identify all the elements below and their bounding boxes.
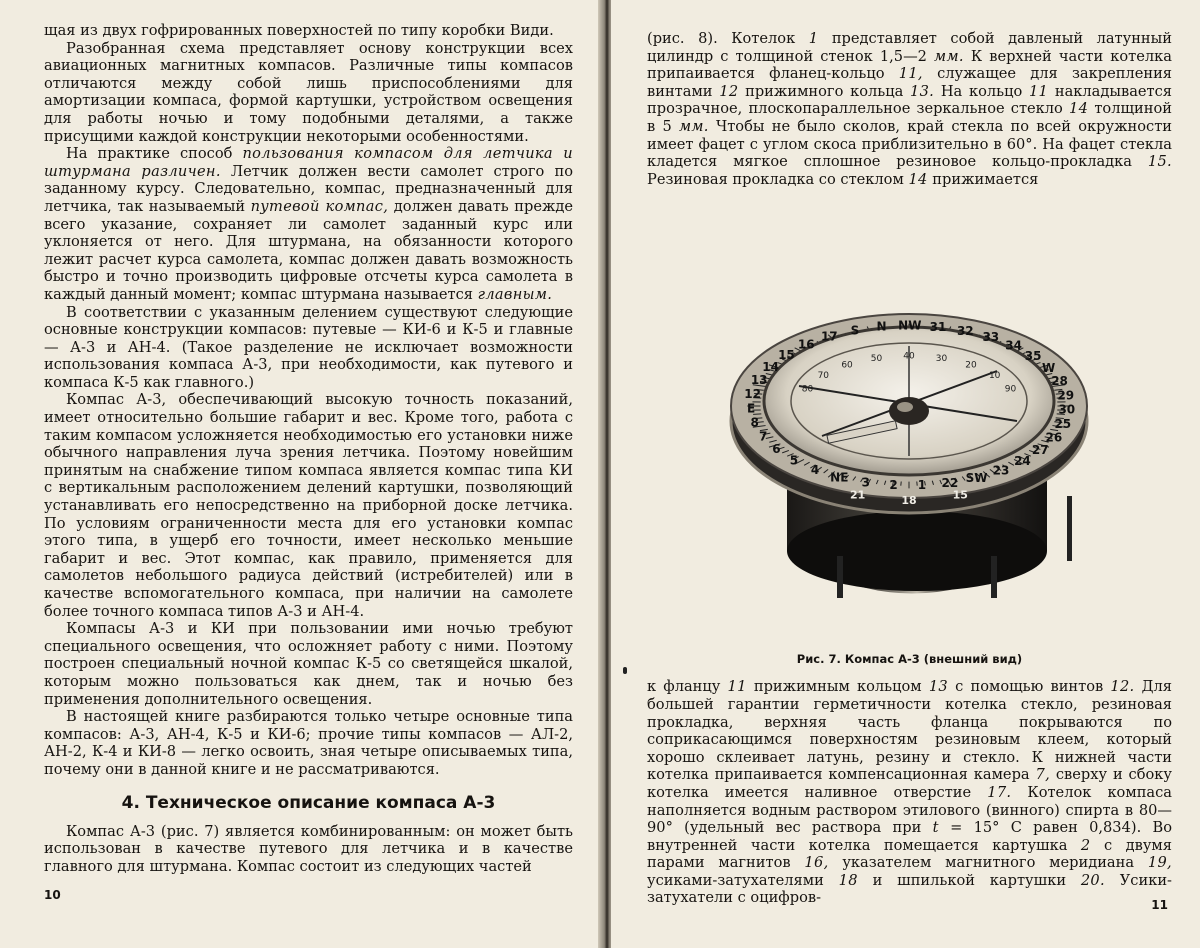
text-run: (рис. 8). Котелок bbox=[647, 30, 809, 47]
text-run: Котелок компаса наполняется водным раствором этилового (винного) спирта в 80—90° (удельный вес раствора при bbox=[647, 783, 1172, 837]
paragraph-7: В настоящей книге разбираются только четыре основные типа компасов: А-3, АН-4, К-5 и КИ-6; прочие типы компасов — АЛ-2, АН-2, К-4 и КИ-8 — легко освоить, зная четыре описываемых типа, почему они в данной книге и не рассматриваются. bbox=[44, 708, 573, 778]
text-run: к фланцу bbox=[647, 678, 728, 696]
text-run: прижимного кольца bbox=[738, 82, 910, 100]
compass-figure bbox=[647, 196, 1172, 646]
outer-scale-label: 34 bbox=[1005, 338, 1022, 353]
text-run: накладывается прозрачное, плоскопараллельное зеркальное стекло bbox=[647, 82, 1172, 118]
text-run: с помощью винтов bbox=[947, 678, 1111, 696]
text-run: представляет собой давленый латунный цилиндр с толщиной стенок 1,5—2 bbox=[647, 30, 1172, 65]
compass-leg bbox=[991, 556, 997, 598]
emphasis-usage: пользования компасом для летчика и штурмана различен. bbox=[44, 145, 573, 180]
inner-scale-label: 90 bbox=[1004, 384, 1017, 395]
outer-scale-label: 3 bbox=[861, 475, 870, 490]
text-run: Для большей гарантии герметичности котелка стекло, резиновая прокладка, верхняя часть фланца покрываются по соприкасающимся поверхностям резиновым клеем, который хорошо склеивает латунь, резину и стекло. К нижней части котелка припаивается компенсационная камера bbox=[647, 678, 1172, 784]
ref-number: 12. bbox=[1110, 678, 1135, 696]
paragraph-6: Компасы А-3 и КИ при пользовании ими ночью требуют специального освещения, что осложняет работу с ними. Поэтому построен специальный ночной компас К-5 со светящейся шкалой, которым можно пользоваться как днем, так и ночью без применения дополнительного освещения. bbox=[44, 620, 573, 708]
compass-illustration bbox=[647, 196, 1172, 646]
paragraph-3 bbox=[44, 145, 573, 303]
compass-base bbox=[787, 511, 1047, 591]
paragraph-top bbox=[647, 30, 1172, 188]
outer-scale-label: 26 bbox=[1045, 430, 1063, 445]
outer-scale-label: 30 bbox=[1058, 402, 1076, 417]
page-number-left: 10 bbox=[44, 888, 61, 902]
paragraph-1: щая из двух гофрированных поверхностей по типу коробки Види. bbox=[44, 22, 554, 39]
outer-scale-label: 32 bbox=[956, 324, 974, 339]
text-run: Резиновая прокладка со стеклом bbox=[647, 170, 909, 188]
outer-scale-label: 25 bbox=[1054, 417, 1072, 432]
text-run: толщиной в 5 bbox=[647, 100, 1172, 135]
outer-scale-label: 29 bbox=[1057, 388, 1075, 403]
text-run: Чтобы не было сколов, край стекла по всей окружности имеет фацет с углом скоса приблизительно в 60°. На фацет стекла кладется мягкое сплошное резиновое кольцо-прокладка bbox=[647, 117, 1172, 171]
ink-mark bbox=[623, 667, 627, 674]
ref-number: 2 bbox=[1080, 836, 1091, 854]
ref-number: 7, bbox=[1035, 766, 1051, 784]
ref-number: 12 bbox=[719, 82, 739, 100]
outer-scale-label: 35 bbox=[1024, 349, 1042, 364]
card-label: 15 bbox=[952, 488, 968, 502]
outer-scale-label: N bbox=[876, 320, 887, 335]
outer-scale-label: W bbox=[1041, 361, 1056, 376]
ref-number: 11 bbox=[727, 678, 747, 696]
card-label: 18 bbox=[901, 494, 917, 508]
emphasis-route-compass: путевой компас, bbox=[250, 197, 389, 215]
text-run: сверху и сбоку котелка имеется наливное отверстие bbox=[647, 766, 1172, 801]
text-run: К верхней части котелка припаивается фланец-кольцо bbox=[647, 47, 1172, 83]
outer-scale-label: E bbox=[747, 401, 756, 416]
text-run: усиками-затухателями bbox=[647, 871, 839, 889]
paragraph-4: В соответствии с указанным делением существуют следующие основные конструкции компасов: путевые — КИ-6 и К-5 и главные — А-3 и АН-4. (Такое разделение не исключает возможности использования компаса А-3, при необходимости, как путевого и компаса К-5 как главного.) bbox=[44, 303, 573, 391]
ref-number: 20. bbox=[1080, 871, 1105, 889]
text-run: = 15° С равен 0,834). Во внутренней части котелка помещается картушка bbox=[647, 819, 1172, 854]
paragraph-2: Разобранная схема представляет основу конструкции всех авиационных магнитных компасов. Различные типы компасов отличаются между собой лишь приспособлениями для амортизации компаса, формой картушки, устройством освещения для работы ночью и тому подобными деталями, а также присущими каждой конструкции некоторыми особенностями. bbox=[44, 39, 573, 145]
outer-scale-label: S bbox=[850, 323, 860, 338]
outer-scale-label: 27 bbox=[1031, 443, 1049, 458]
outer-scale-label: NE bbox=[830, 470, 849, 485]
outer-scale-label: 5 bbox=[789, 453, 799, 468]
outer-scale-label: 22 bbox=[941, 476, 959, 491]
unit: мм. bbox=[678, 117, 709, 135]
paragraph-5: Компас А-3, обеспечивающий высокую точность показаний, имеет относительно большие габарит и вес. Кроме того, работа с таким компасом усложняется необходимостью его установки ниже обычного направления луча зрения летчика. Поэтому новейшим принятым на снабжение типом компаса является компас типа КИ с вертикальным расположением делений картушки, позволяющий устанавливать его непосредственно на приборной доске летчика. По условиям ограниченности места для его установки компас этого типа, в ущерб его точности, имеет несколько меньшие габарит и вес. Этот компас, как правило, применяется для самолетов небольшого радиуса действий (истребителей) или в качестве вспомогательного компаса, при наличии на самолете более точного компаса типов А-3 и АН-4. bbox=[44, 391, 573, 620]
text-run: Усики-затухатели с оцифров- bbox=[647, 871, 1172, 907]
ref-number: 14 bbox=[1069, 100, 1089, 118]
text-run: На кольцо bbox=[934, 82, 1029, 100]
inner-scale-label: 10 bbox=[988, 371, 1001, 382]
outer-scale-label: 4 bbox=[810, 463, 820, 478]
compass-leg bbox=[837, 556, 843, 598]
outer-scale-label: 17 bbox=[820, 329, 838, 344]
outer-scale-label: 8 bbox=[750, 415, 759, 430]
compass-leg bbox=[1067, 496, 1072, 561]
outer-scale-label: 33 bbox=[982, 330, 1000, 345]
text-run: должен давать прежде всего указание, сохраняет ли самолет заданный курс или уклоняется от него. Для штурмана, на обязанности которого лежит расчет курса самолета, компас должен давать возможность быстро и точно производить цифровые отсчеты курса самолета в каждый данный момент; компас штурмана называется bbox=[44, 197, 573, 303]
pivot-highlight bbox=[897, 402, 913, 412]
outer-scale-label: SW bbox=[965, 471, 988, 486]
text-run: прижимным кольцом bbox=[746, 678, 929, 696]
emphasis-main: главным. bbox=[477, 285, 553, 303]
outer-scale-label: 31 bbox=[929, 320, 947, 335]
variable: t bbox=[932, 819, 939, 837]
text-run: с двумя парами магнитов bbox=[647, 836, 1172, 872]
page-number-right: 11 bbox=[1151, 898, 1168, 912]
ref-number: 15. bbox=[1147, 153, 1172, 171]
text-run: и шпилькой картушки bbox=[857, 871, 1081, 889]
text-run: служащее для закрепления винтами bbox=[647, 65, 1172, 100]
outer-scale-label: 6 bbox=[772, 442, 781, 457]
text-run: указателем магнитного меридиана bbox=[828, 854, 1148, 872]
inner-scale-label: 20 bbox=[965, 360, 977, 371]
inner-scale-label: 50 bbox=[870, 354, 883, 365]
inner-scale-label: 40 bbox=[903, 351, 915, 362]
outer-scale-label: 24 bbox=[1014, 454, 1031, 469]
text-run: Летчик должен вести самолет строго по заданному курсу. Следовательно, компас, предназначенный для летчика, так называемый bbox=[44, 162, 573, 215]
outer-scale-label: 2 bbox=[889, 478, 898, 493]
ref-number: 19, bbox=[1147, 854, 1172, 872]
card-label: 21 bbox=[850, 488, 866, 502]
right-page bbox=[611, 0, 1200, 948]
ref-number: 13 bbox=[928, 678, 948, 696]
section-heading: 4. Техническое описание компаса А-3 bbox=[121, 792, 496, 813]
unit: мм. bbox=[934, 47, 964, 65]
outer-scale-label: 1 bbox=[917, 478, 927, 493]
outer-scale-label: 23 bbox=[992, 463, 1010, 478]
ref-number: 1 bbox=[808, 30, 819, 47]
outer-scale-label: 28 bbox=[1051, 374, 1068, 389]
inner-scale-label: 70 bbox=[817, 371, 830, 382]
ref-number: 18 bbox=[838, 871, 858, 889]
outer-scale-label: 13 bbox=[750, 373, 768, 388]
ref-number: 13. bbox=[910, 82, 935, 100]
text-run: прижимается bbox=[927, 170, 1039, 188]
text-run: На практике способ bbox=[66, 145, 243, 163]
inner-scale-label: 30 bbox=[935, 354, 948, 365]
ref-number: 16, bbox=[804, 854, 829, 872]
ref-number: 17. bbox=[987, 783, 1012, 801]
ref-number: 11 bbox=[1028, 82, 1049, 100]
ref-number: 14 bbox=[908, 170, 928, 188]
figure-caption: Рис. 7. Компас А-3 (внешний вид) bbox=[796, 652, 1023, 667]
outer-scale-label: 12 bbox=[744, 387, 761, 402]
inner-scale-label: 60 bbox=[841, 360, 853, 371]
paragraph-bottom bbox=[647, 678, 1172, 907]
outer-scale-label: 14 bbox=[762, 360, 779, 375]
outer-scale-label: NW bbox=[898, 318, 922, 333]
inner-scale-label: 80 bbox=[801, 384, 814, 395]
paragraph-8: Компас А-3 (рис. 7) является комбинированным: он может быть использован в качестве путевого для летчика и в качестве главного для штурмана. Компас состоит из следующих частей bbox=[44, 822, 573, 875]
outer-scale-label: 16 bbox=[797, 338, 815, 353]
outer-scale-label: 7 bbox=[759, 429, 768, 444]
outer-scale-label: 15 bbox=[778, 348, 795, 363]
ref-number: 11, bbox=[898, 65, 923, 83]
